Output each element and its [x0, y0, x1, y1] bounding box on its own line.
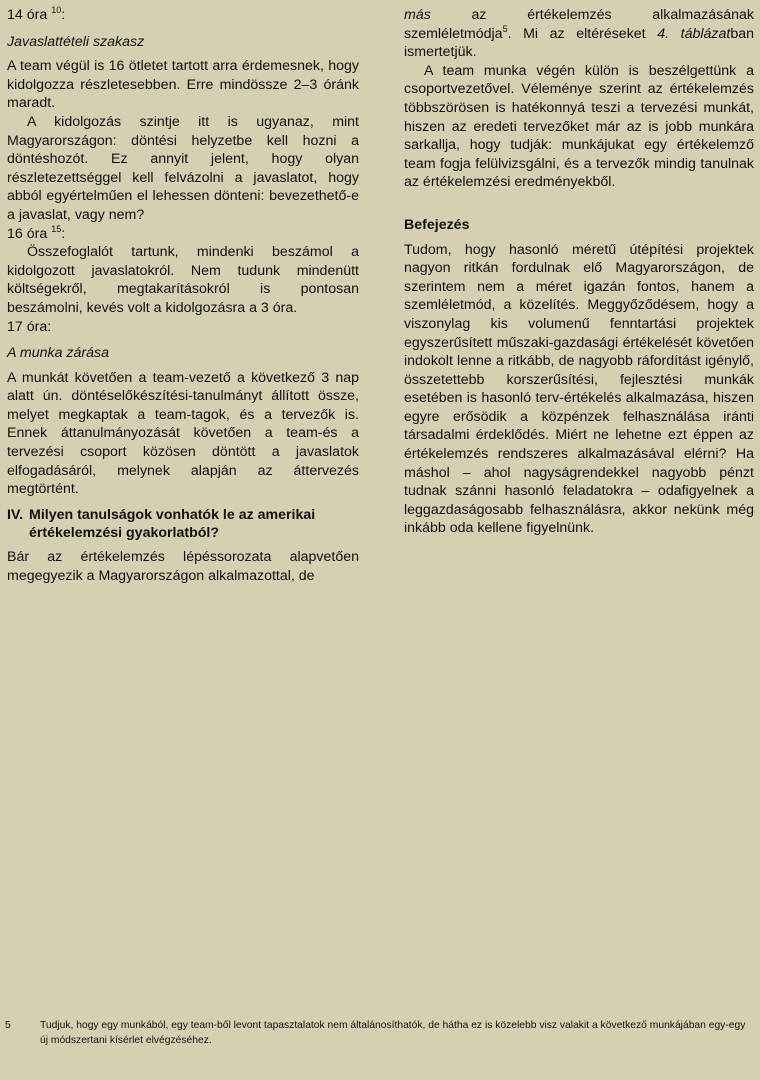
paragraph-kidolgozas: A kidolgozás szintje itt is ugyanaz, mint Magyarországon: döntési helyzetbe kell hozni a döntéshozót. Ez annyit jelent, hogy olyan részletezettséggel kell felvázolni a javaslatot, hogy abból egyértelműen el lehessen dönteni: bevezethető-e a javaslat, vagy nem?	[7, 113, 359, 223]
section-heading-text: Milyen tanulságok vonhatók le az amerikai értékelemzési gyakorlatból?	[29, 506, 316, 542]
section-number: IV.	[7, 506, 24, 523]
time-heading-16	[7, 225, 359, 244]
text-span: ban ismertetjük.	[404, 25, 754, 61]
paragraph-osszefoglalo: Összefoglalót tartunk, mindenki beszámol a kidolgozott javaslatokról. Nem tudunk mindenütt költségekről, megtakarításokról is pontosan beszámolni, kevés volt a kidolgozásra a 3 óra.	[7, 244, 359, 316]
section-title-munka-zarasa: A munka zárása	[7, 345, 109, 362]
footnote-text: Tudjuk, hogy egy munkából, egy team-ből levont tapasztalatok nem általánosíthatók, de hátha ez is közelebb visz valakit a következő munkájában egy-egy új módszertani kísérlet elvégzéséhez.	[40, 1020, 746, 1046]
text-span: . Mi az eltéréseket	[507, 25, 658, 42]
paragraph-lepessorozat: Bár az értékelemzés lépéssorozata alapvetően megegyezik a Magyarországon alkalmazottal, de	[7, 549, 359, 584]
time-label: 14 óra	[7, 7, 48, 23]
time-suffix: :	[61, 7, 66, 23]
paragraph-befejezes: Tudom, hogy hasonló méretű útépítési projektek nagyon ritkán fordulnak elő Magyarországon, de szerintem nem a méret igazán fontos, hanem a szemléletmód, a közelítés. Meggyőződésem, hogy a viszonylag kis volumenű fenntartási projektek egyszerűsített műszaki-gazdasági értékelését követően indokolt lenne a ritkább, de nagyobb ráfordítást igénylő, összetettebb korszerűsítési, fejlesztési munkák esetében is hasonló terv-értékelés alkalmazása, hiszen egyre erősödik a közpénzek felhasználása iránti társadalmi érdeklődés. Miért ne lehetne ezt éppen az értékelemzés rendszeres alkalmazásával elérni? Ha máshol – ahol nagyságrendekkel nagyobb pénzt tudnak szánni hasonló feladatokra – odafigyelnek a leggazdaságosabb felhasználásra, akkor nekünk még inkább oda kellene figyelnünk.	[404, 241, 754, 537]
paragraph-csoportvezeto: A team munka végén külön is beszélgettünk a csoportvezetővel. Véleménye szerint az értékelemzés többszörösen is hatékonnyá teszi a tervezési munkát, hiszen az eredeti tervezőket már az is jobb munkára sarkallja, hogy tudják: munkájukat egy értékelemző team fogja felülvizsgálni, és a tervezők mindig tanulnak az értékelemzési eredményekből.	[404, 62, 754, 191]
footnote-mark: 5	[5, 1020, 11, 1031]
spacer	[404, 192, 754, 208]
table-reference: 4. táblázat	[657, 25, 731, 42]
paragraph-munka-zarasa: A munkát követően a team-vezető a következő 3 nap alatt ún. döntéselőkészítési-tanulmányt állított össze, melyet megkaptak a team-tagok, és a tervezők is. Ennek áttanulmányozását követően a team-és a tervezési csoport közösen döntött a javaslatok elfogadásáról, melynek alapján az áttervezés megtörtént.	[7, 369, 359, 498]
text-span: az értékelemzés alkalmazásának szemléletmódja	[404, 7, 754, 42]
left-column	[7, 6, 359, 585]
section-title-javaslattetel: Javaslattételi szakasz	[7, 33, 145, 50]
time-sup: 15	[51, 223, 62, 234]
time-heading-14	[7, 6, 359, 25]
right-column	[404, 6, 754, 538]
emphasis-mas: más	[404, 7, 431, 23]
time-heading-17: 17 óra:	[7, 318, 52, 335]
section-heading-iv	[7, 506, 359, 543]
time-suffix: :	[61, 225, 66, 242]
paragraph-szemleletmod	[404, 6, 754, 62]
time-sup: 10	[51, 5, 62, 15]
footnote	[5, 1018, 755, 1048]
footnote-ref: 5	[502, 23, 508, 34]
paragraph-16-otlet: A team végül is 16 ötletet tartott arra érdemesnek, hogy kidolgozza részletesebben. Erre mindössze 2–3 óránk maradt.	[7, 58, 359, 112]
time-label: 16 óra	[7, 225, 48, 242]
section-title-befejezes: Befejezés	[404, 216, 470, 233]
